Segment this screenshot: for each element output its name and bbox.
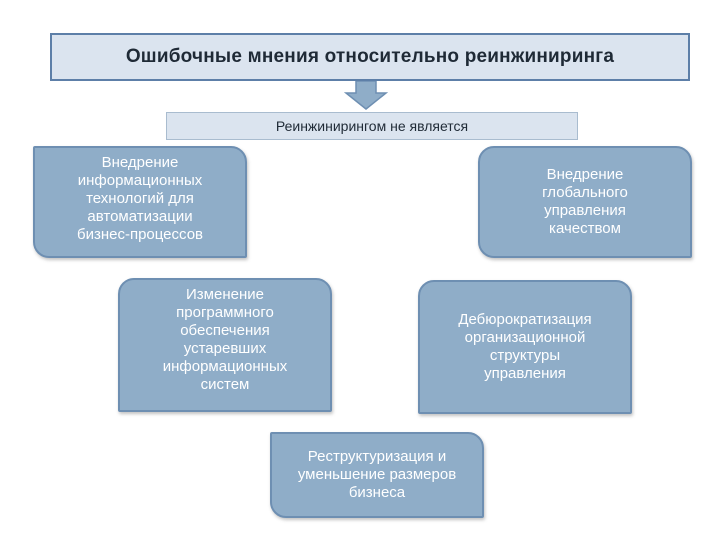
subtitle-label: Реинжинирингом не является bbox=[166, 112, 578, 140]
node-it-implementation bbox=[33, 146, 247, 258]
node-debureaucratization bbox=[418, 280, 632, 414]
node-label: Реструктуризация и уменьшение размеров бизнеса bbox=[297, 448, 457, 501]
diagram-title: Ошибочные мнения относительно реинжиниринга bbox=[50, 33, 690, 81]
node-label: Внедрение информационных технологий для автоматизации бизнес-процессов bbox=[76, 154, 204, 243]
node-label: Дебюрократизация организационной структуры управления bbox=[458, 311, 592, 382]
down-arrow-icon bbox=[344, 81, 388, 111]
node-software-change bbox=[118, 278, 332, 412]
node-label: Изменение программного обеспечения устаревших информационных систем bbox=[162, 286, 288, 393]
node-quality-management bbox=[478, 146, 692, 258]
node-restructuring bbox=[270, 432, 484, 518]
node-label: Внедрение глобального управления качеством bbox=[542, 166, 628, 237]
